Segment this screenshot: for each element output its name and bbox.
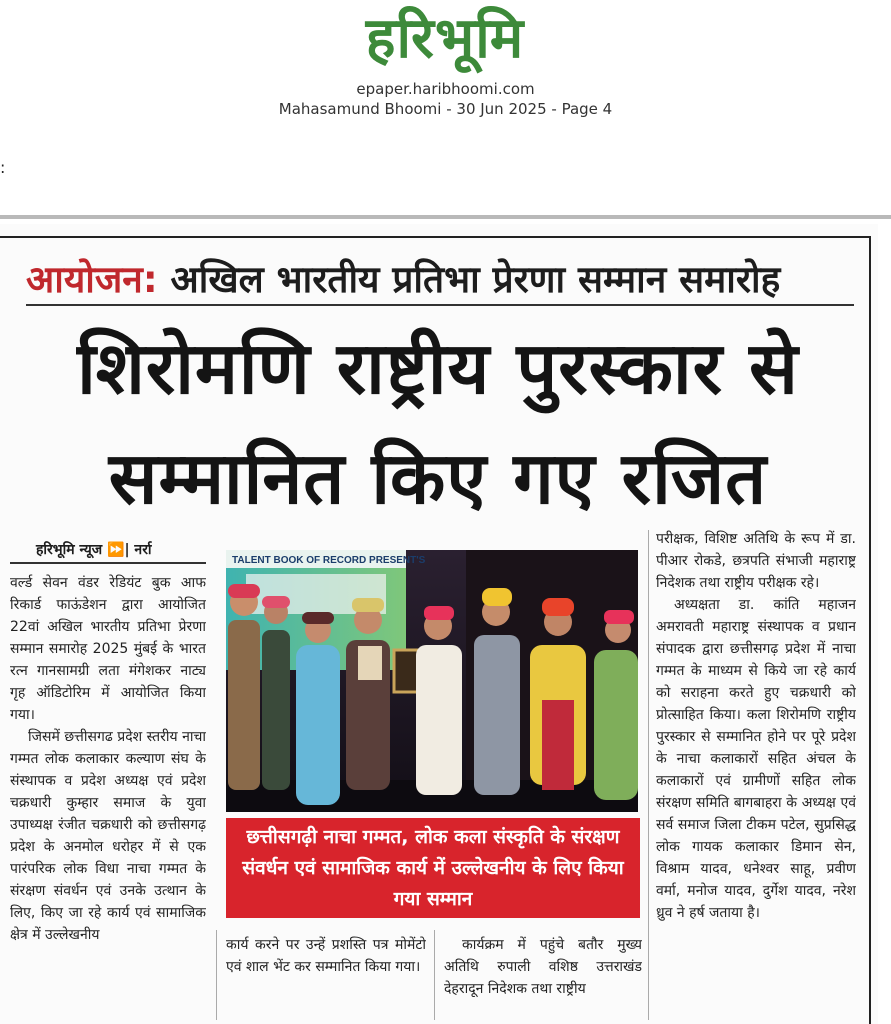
kicker-label: आयोजन:: [26, 258, 158, 301]
column-divider: [648, 530, 649, 1020]
article-column-3: [444, 934, 642, 1024]
column-divider: [434, 930, 435, 1020]
haribhoomi-logo[interactable]: हरिभूमि: [365, 6, 525, 71]
page-edge-mark: :: [0, 158, 6, 177]
edition-date-page: Mahasamund Bhoomi - 30 Jun 2025 - Page 4: [278, 100, 613, 118]
clipping-border-top: [0, 236, 870, 238]
headline-line-2: सम्मानित किए गए रजित: [108, 436, 768, 520]
headline-line-1: शिरोमणि राष्ट्रीय पुरस्कार से: [77, 326, 799, 410]
kicker-text: अखिल भारतीय प्रतिभा प्रेरणा सम्मान समारोह: [157, 258, 781, 301]
photo-banner-text: TALENT BOOK OF RECORD PRESENT'S: [232, 555, 426, 566]
column-paragraph: परीक्षक, विशिष्ट अतिथि के रूप में डा. पीआर रोकडे, छत्रपति संभाजी महाराष्ट्र निदेशक तथा राष्ट्रीय परीक्षक रहे।: [656, 531, 856, 591]
photo-caption: छत्तीसगढ़ी नाचा गम्मत, लोक कला संस्कृति के संरक्षण संवर्धन एवं सामाजिक कार्य में उल्लेखनीय के लिए किया गया सम्मान: [242, 825, 624, 910]
column-paragraph: वर्ल्ड सेवन वंडर रेडियंट बुक आफ रिकार्ड फाऊंडेशन द्वारा आयोजित 22वां अखिल भारतीय प्रतिभा प्रेरणा सम्मान समारोह 2025 मुंबई के भारत रत्न गानसामग्री लता मंगेशकर नाट्य गृह ऑडिटोरिम में आयोजित किया गया।: [10, 575, 206, 723]
header-divider: [0, 215, 891, 219]
column-paragraph: कार्यक्रम में पहुंचे बतौर मुख्य अतिथि रुपाली वशिष्ठ उत्तराखंड देहरादून निदेशक तथा राष्ट्रीय: [444, 937, 642, 997]
article-kicker: [26, 256, 856, 304]
photo-caption-box: [226, 818, 640, 918]
award-ceremony-photo: [226, 550, 638, 812]
column-paragraph: अध्यक्षता डा. कांति महाजन अमरावती महाराष्ट्र संस्थापक व प्रधान संपादक द्वारा छत्तीसगढ़ प्रदेश में नाचा गम्मत के माध्यम से किये जा रहे कार्य को सराहना करते हुए चक्रधारी को प्रोत्साहित किया। कला शिरोमणि राष्ट्रीय पुरस्कार से सम्मानित होने पर पूरे प्रदेश के नाचा कलाकारों सहित अंचल के कलाकारों एवं ग्रामीणों सहित लोक संरक्षण समिति बागबाहरा के अध्यक्ष एवं सर्व समाज जिला टीकम पटेल, सुप्रसिद्ध लोक गायक कलाकार डिमान सेन, विश्राम यादव, धनेश्वर साहू, प्रवीण वर्मा, मनोज यादव, दुर्गेश यादव, नरेश ध्रुव ने हर्ष जताया है।: [656, 597, 856, 921]
site-url: epaper.haribhoomi.com: [356, 80, 535, 98]
column-divider: [216, 930, 217, 1020]
article-column-4: [656, 528, 856, 998]
adjacent-article-edge: [876, 420, 891, 1024]
epaper-header: [0, 0, 891, 140]
byline-rule: [10, 562, 206, 564]
byline: हरिभूमि न्यूज ⏩| नर्रा: [36, 542, 152, 558]
clipping-border-right: [869, 236, 871, 1024]
photo-illustration: [226, 550, 638, 812]
article-column-2: [226, 934, 426, 1004]
column-paragraph: कार्य करने पर उन्हें प्रशस्ति पत्र मोमेंटो एवं शाल भेंट कर सम्मानित किया गया।: [226, 937, 426, 975]
column-paragraph: जिसमें छत्तीसगढ प्रदेश स्तरीय नाचा गम्मत लोक कलाकार कल्याण संघ के संस्थापक व प्रदेश अध्यक्ष एवं प्रदेश चक्रधारी कुम्हार समाज के युवा उपाध्यक्ष रंजीत चक्रधारी को छत्तीसगढ़ प्रदेश के अनमोल धरोहर में से एक पारंपरिक लोक विधा नाचा गम्मत के संरक्षण संवर्धन एवं उनके उत्थान के लिए, किए जा रहे कार्य एवं सामाजिक क्षेत्र में उल्लेखनीय: [10, 729, 206, 943]
kicker-underline: [26, 304, 854, 306]
article-column-1: [10, 572, 206, 1012]
